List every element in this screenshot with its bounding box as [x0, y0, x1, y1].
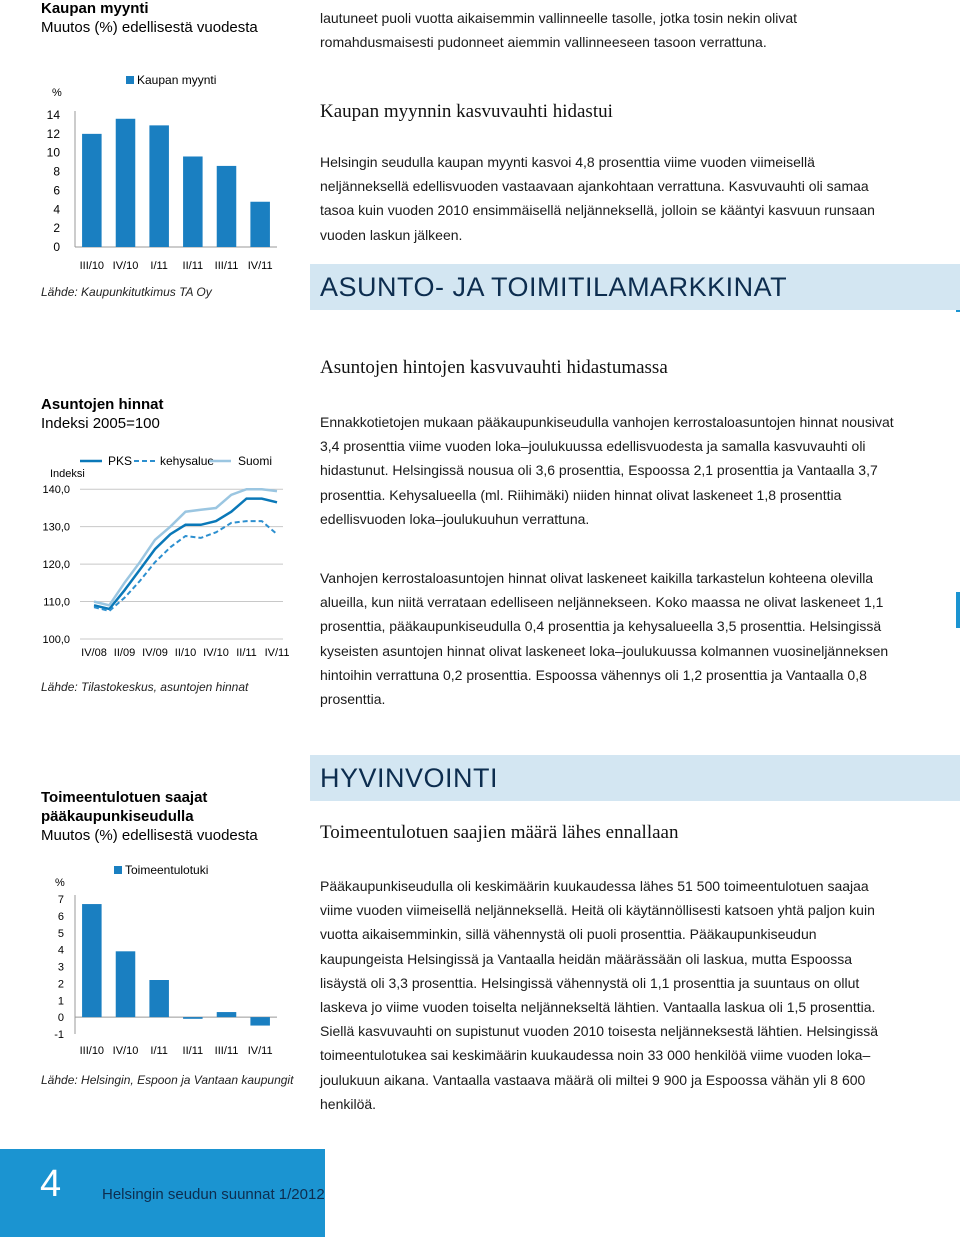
chart2-subtitle: Indeksi 2005=100	[41, 415, 160, 432]
publication-name: Helsingin seudun suunnat 1/2012	[102, 1186, 325, 1203]
housing-paragraph-1	[320, 410, 902, 531]
chart2-y-tick-label: 120,0	[42, 559, 70, 572]
chart3-y-tick-label: 1	[57, 995, 64, 1008]
chart2-legend-label: Suomi	[238, 454, 273, 468]
chart2-x-tick-label: II/10	[174, 647, 197, 659]
chart3-bar-III-10	[82, 904, 102, 1017]
chart2-x-tick-label: IV/11	[264, 647, 290, 659]
chart1-x-tick-label: I/11	[150, 260, 168, 272]
chart1-y-tick-label: 10	[46, 145, 60, 160]
page-number: 4	[40, 1163, 62, 1205]
chart1-unit-label: %	[52, 87, 62, 99]
chart3-bar-II-11	[183, 1017, 203, 1019]
chart3-legend-label: Toimeentulotuki	[125, 863, 209, 877]
chart3-unit-label: %	[55, 877, 65, 889]
chart1-y-tick-label: 4	[53, 202, 60, 217]
welfare-text: Pääkaupunkiseudulla oli keskimäärin kuukaudessa lähes 51 500 toimeentulotuen saajaa viime vuoden viimeisellä neljänneksellä. Heitä oli käytännöllisesti katsoen yhtä paljon kuin vuotta aikaisemminkin, sillä vähennystä oli puoli prosenttia. Pääkaupunkiseudun kaupungeista Helsingissä ja Vantaalla heidän määrässään oli laskua, mutta Espoossa lisäystä oli 3,3 prosenttia. Helsingissä vähennystä oli 1,1 prosenttia ja suuntaus on ollut laskeva jo viime vuoden toiselta neljännekseltä lähtien. Vantaalla laskua oli 1,5 prosenttia. Siellä kasvuvauhti on supistunut vuoden 2010 toisesta neljänneksestä lähtien. Helsingissä toimeentulotukea sai keskimäärin kuukaudessa noin 33 000 henkilöä viime vuoden loka–joulukuun aikana. Vantaalla vastaava määrä oli miltei 9 900 ja Espoossa vähän yli 8 600 henkilöä.	[320, 878, 879, 1112]
chart1-x-tick-label: II/11	[182, 260, 204, 272]
chart1-x-tick-label: III/10	[79, 260, 105, 272]
chart2-x-tick-label: II/11	[236, 647, 257, 659]
chart2-line-chart	[40, 450, 290, 665]
chart3-x-tick-label: I/11	[150, 1045, 168, 1057]
chart1-source: Lähde: Kaupunkitutkimus TA Oy	[41, 285, 212, 299]
sales-paragraph	[320, 150, 902, 247]
chart1-y-tick-label: 6	[53, 183, 60, 198]
chart2-x-tick-label: II/09	[113, 647, 136, 659]
chart2-y-tick-label: 100,0	[42, 634, 70, 646]
chart1-title: Kaupan myynti	[41, 0, 149, 17]
chart1-y-tick-label: 14	[46, 108, 60, 122]
chart2-unit-label: Indeksi	[50, 468, 85, 480]
chart3-bar-IV-11	[250, 1017, 270, 1025]
chart3-x-tick-label: II/11	[182, 1045, 204, 1057]
chart1-bar-III-11	[217, 166, 237, 247]
chart1-bar-IV-11	[250, 202, 270, 247]
chart3-x-tick-label: III/11	[214, 1045, 239, 1057]
chart3-legend-swatch	[114, 866, 122, 874]
welfare-subheading: Toimeentulotuen saajien määrä lähes ennallaan	[320, 822, 679, 843]
chart3-y-tick-label: 0	[57, 1012, 64, 1025]
chart3-x-tick-label: IV/11	[247, 1045, 273, 1057]
chart1-y-tick-label: 0	[53, 240, 60, 254]
chart1-y-tick-label: 12	[46, 126, 60, 141]
chart3-bar-chart	[40, 858, 285, 1063]
chart2-source: Lähde: Tilastokeskus, asuntojen hinnat	[41, 680, 249, 694]
edge-mark	[956, 592, 960, 628]
chart1-y-tick-label: 8	[53, 164, 60, 179]
chart3-x-tick-label: III/10	[79, 1045, 105, 1057]
chart3-y-tick-label: 7	[57, 894, 64, 906]
chart1-x-tick-label: III/11	[214, 260, 239, 272]
chart3-y-tick-label: -1	[54, 1029, 64, 1041]
chart2-legend-label: PKS	[108, 454, 133, 468]
sales-subheading: Kaupan myynnin kasvuvauhti hidastui	[320, 101, 613, 122]
intro-text: lautuneet puoli vuotta aikaisemmin vallinneelle tasolle, jotka tosin nekin olivat romahdusmaisesti pudonneet aiemmin vallinneeseen tasoon verrattuna.	[320, 10, 798, 51]
chart3-source: Lähde: Helsingin, Espoon ja Vantaan kaupungit	[41, 1073, 294, 1087]
chart1-legend-swatch	[126, 76, 134, 84]
chart2-series-suomi	[94, 489, 277, 605]
chart2-y-tick-label: 110,0	[43, 596, 70, 609]
welfare-paragraph	[320, 874, 902, 1116]
chart3-title-line1: Toimeentulotuen saajat	[41, 789, 208, 806]
chart2-title: Asuntojen hinnat	[41, 396, 164, 413]
chart3-bar-I-11	[149, 980, 169, 1017]
chart3-bar-IV-10	[116, 951, 136, 1017]
chart3-y-tick-label: 2	[57, 978, 64, 991]
housing-text-1: Ennakkotietojen mukaan pääkaupunkiseudulla vanhojen kerrostaloasuntojen hinnat nousivat 3,4 prosenttia viime vuoden loka–joulukuussa edellisvuodesta ja samalla kasvuvauhti oli hidastunut. Helsingissä nousua oli 3,6 prosenttia, Espoossa 2,1 prosenttia ja Vantaalla 3,7 prosenttia. Kehysalueella (ml. Riihimäki) niiden hinnat olivat laskeneet 1,8 prosenttia edellisvuoden loka–joulukuuhun verrattuna.	[320, 414, 894, 527]
chart1-bar-chart	[40, 70, 285, 275]
welfare-section-title: HYVINVOINTI	[320, 763, 499, 793]
chart1-x-tick-label: IV/11	[247, 260, 273, 272]
chart1-y-tick-label: 2	[53, 221, 60, 236]
chart3-x-tick-label: IV/10	[112, 1045, 139, 1057]
housing-text-2: Vanhojen kerrostaloasuntojen hinnat olivat laskeneet kaikilla tarkastelun kohteena olevilla alueilla, kun niitä verrataan edelliseen neljännekseen. Koko maassa ne olivat laskeneet 1,1 prosenttia, pääkaupunkiseudulla 0,4 prosenttia ja kehysalueella 3,5 prosenttia. Helsingissä kyseisten asuntojen hinnat olivat laskeneet loka–joulukuussa kolmannen vuosineljänneksen hintoihin verrattuna 0,2 prosenttia. Espoossa vähennys oli 1,2 prosenttia ja Vantaalla 0,8 prosenttia.	[320, 570, 889, 708]
chart1-bar-III-10	[82, 134, 102, 247]
chart1-subtitle: Muutos (%) edellisestä vuodesta	[41, 19, 258, 36]
chart3-title-line2: pääkaupunkiseudulla	[41, 808, 194, 825]
chart1-bar-II-11	[183, 156, 203, 247]
chart1-bar-IV-10	[116, 119, 136, 247]
chart2-series-kehysalue	[94, 521, 277, 611]
chart2-x-tick-label: IV/08	[81, 647, 107, 659]
chart3-subtitle: Muutos (%) edellisestä vuodesta	[41, 827, 258, 844]
chart2-legend-label: kehysalue	[160, 454, 215, 468]
housing-subheading: Asuntojen hintojen kasvuvauhti hidastumassa	[320, 357, 668, 378]
chart1-bar-I-11	[149, 125, 169, 247]
housing-paragraph-2	[320, 566, 902, 711]
housing-section-title: ASUNTO- JA TOIMITILAMARKKINAT	[320, 272, 788, 302]
chart3-y-tick-label: 3	[57, 961, 64, 974]
intro-paragraph	[320, 6, 902, 54]
sales-text: Helsingin seudulla kaupan myynti kasvoi 4,8 prosenttia viime vuoden viimeisellä neljänneksellä edellisvuoden vastaavaan ajankohtaan verrattuna. Kasvuvauhti oli samaa tasoa kuin vuoden 2010 ensimmäisellä neljänneksellä, jolloin se kääntyi kasvuun runsaan vuoden laskun jälkeen.	[320, 154, 875, 243]
chart2-y-tick-label: 130,0	[42, 521, 70, 534]
chart3-y-tick-label: 4	[57, 944, 64, 957]
edge-mark	[956, 310, 960, 312]
chart2-x-tick-label: IV/10	[203, 647, 229, 659]
chart1-legend-label: Kaupan myynti	[137, 73, 217, 87]
chart3-bar-III-11	[217, 1012, 237, 1017]
chart2-x-tick-label: IV/09	[142, 647, 168, 659]
chart3-y-tick-label: 5	[57, 927, 64, 940]
chart2-series-pks	[94, 499, 277, 609]
chart2-y-tick-label: 140,0	[42, 484, 70, 497]
chart3-y-tick-label: 6	[57, 910, 64, 923]
chart1-x-tick-label: IV/10	[112, 260, 139, 272]
